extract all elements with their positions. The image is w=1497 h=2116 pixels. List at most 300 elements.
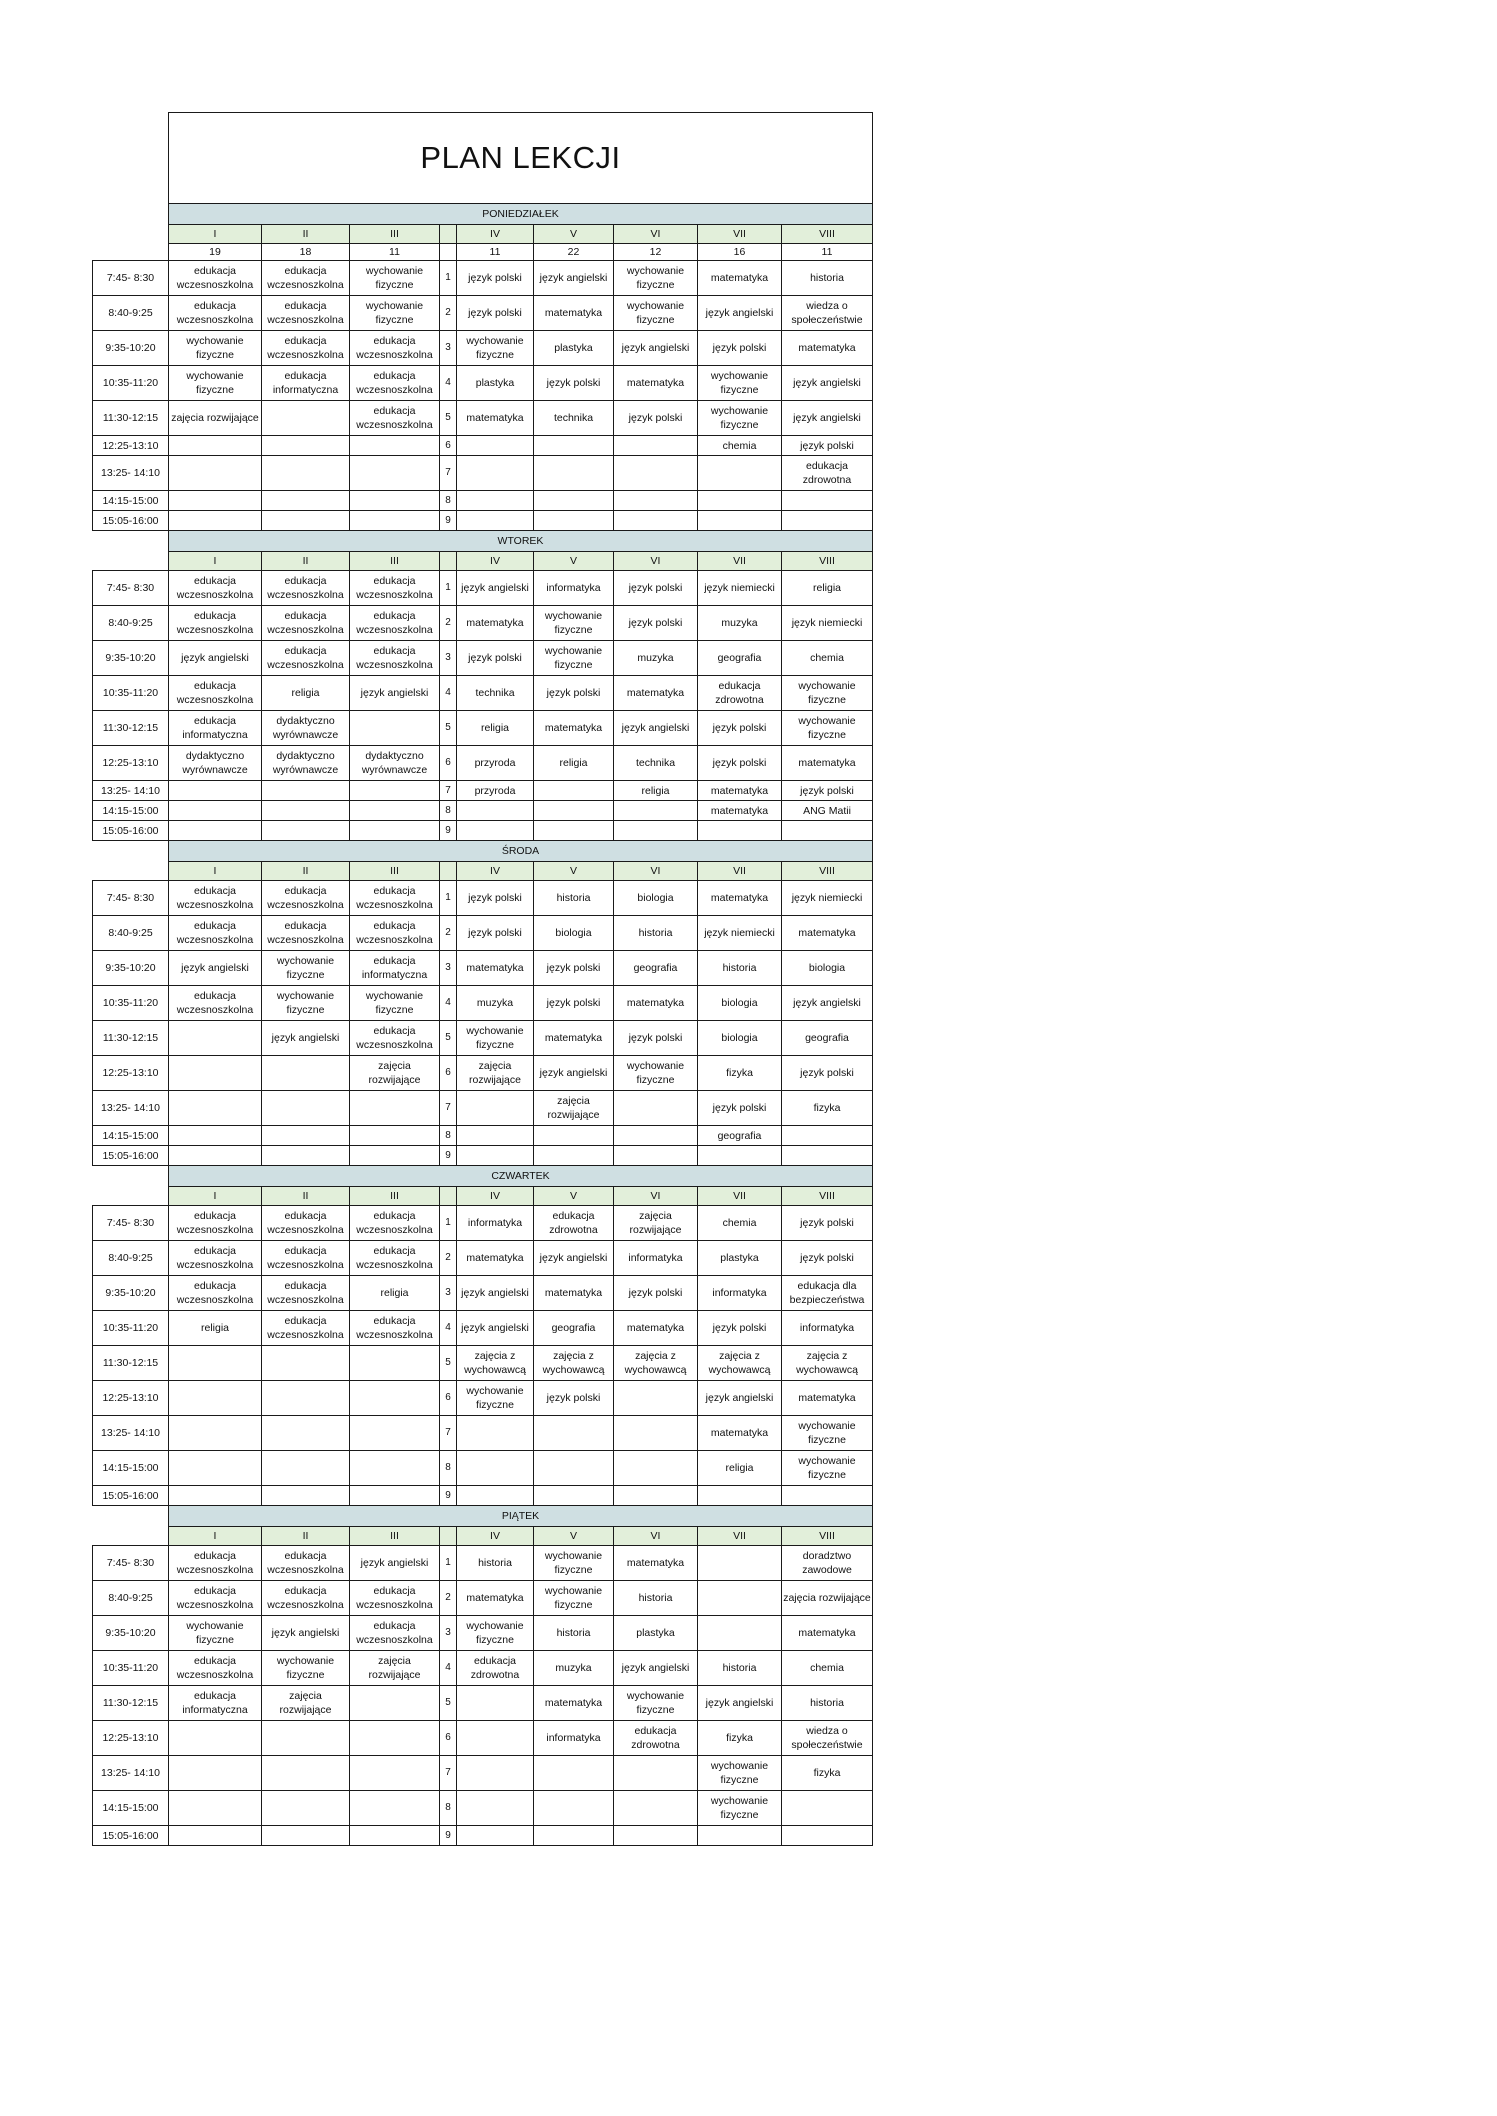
lesson-cell: [534, 1451, 614, 1486]
lesson-cell: [698, 1546, 782, 1581]
lesson-cell: edukacja wczesnoszkolna: [262, 1546, 350, 1581]
lesson-cell: matematyka: [457, 401, 534, 436]
lesson-row: [93, 1616, 873, 1651]
lesson-cell: edukacja wczesnoszkolna: [169, 1276, 262, 1311]
lesson-cell: [350, 1381, 440, 1416]
lesson-row: [93, 641, 873, 676]
lesson-number: 4: [440, 676, 457, 711]
lesson-cell: edukacja wczesnoszkolna: [169, 606, 262, 641]
class-header: VII: [698, 1187, 782, 1206]
class-header: VI: [614, 1527, 698, 1546]
lesson-time: 8:40-9:25: [93, 1581, 169, 1616]
lesson-cell: [534, 1486, 614, 1506]
lesson-row: [93, 1241, 873, 1276]
lesson-cell: chemia: [698, 436, 782, 456]
lesson-cell: edukacja informatyczna: [350, 951, 440, 986]
lesson-cell: język angielski: [698, 1381, 782, 1416]
lesson-time: 9:35-10:20: [93, 331, 169, 366]
lesson-number: 7: [440, 1756, 457, 1791]
lesson-time: 11:30-12:15: [93, 1346, 169, 1381]
lesson-cell: język niemiecki: [782, 606, 873, 641]
lesson-cell: [534, 436, 614, 456]
student-count: 11: [782, 244, 873, 261]
lesson-cell: religia: [350, 1276, 440, 1311]
lesson-cell: [262, 401, 350, 436]
lesson-cell: geografia: [698, 641, 782, 676]
lesson-cell: [782, 1486, 873, 1506]
class-header: IV: [457, 1187, 534, 1206]
lesson-cell: [350, 511, 440, 531]
lesson-cell: [534, 801, 614, 821]
class-header: III: [350, 1187, 440, 1206]
lesson-cell: język polski: [698, 1091, 782, 1126]
lesson-number: 4: [440, 986, 457, 1021]
lesson-cell: [457, 1126, 534, 1146]
lesson-cell: technika: [614, 746, 698, 781]
lesson-cell: edukacja wczesnoszkolna: [169, 676, 262, 711]
lesson-cell: [169, 1416, 262, 1451]
lesson-cell: [534, 1826, 614, 1846]
lesson-cell: zajęcia z wychowawcą: [457, 1346, 534, 1381]
lesson-cell: język polski: [698, 711, 782, 746]
day-name: CZWARTEK: [169, 1166, 873, 1187]
lesson-cell: [698, 1486, 782, 1506]
class-header: IV: [457, 225, 534, 244]
lesson-cell: zajęcia rozwijające: [350, 1651, 440, 1686]
lesson-cell: matematyka: [457, 951, 534, 986]
lesson-cell: matematyka: [782, 746, 873, 781]
student-count: 11: [350, 244, 440, 261]
lesson-cell: dydaktyczno wyrównawcze: [262, 711, 350, 746]
lesson-time: 8:40-9:25: [93, 296, 169, 331]
lesson-cell: język polski: [534, 366, 614, 401]
lesson-cell: [262, 1791, 350, 1826]
lesson-cell: [169, 1826, 262, 1846]
lesson-cell: matematyka: [534, 1276, 614, 1311]
class-header-row: [93, 1527, 873, 1546]
lesson-cell: język angielski: [350, 676, 440, 711]
lesson-cell: [169, 511, 262, 531]
lesson-cell: geografia: [782, 1021, 873, 1056]
lesson-cell: [457, 511, 534, 531]
class-header: I: [169, 1527, 262, 1546]
lesson-cell: przyroda: [457, 781, 534, 801]
lesson-cell: wychowanie fizyczne: [698, 1791, 782, 1826]
lesson-time: 10:35-11:20: [93, 1311, 169, 1346]
lesson-cell: historia: [534, 881, 614, 916]
class-header-row: [93, 225, 873, 244]
lesson-cell: [457, 821, 534, 841]
lesson-number: 6: [440, 746, 457, 781]
lesson-cell: edukacja wczesnoszkolna: [350, 1581, 440, 1616]
lesson-time: 15:05-16:00: [93, 1146, 169, 1166]
lesson-number: 2: [440, 606, 457, 641]
lesson-cell: [614, 821, 698, 841]
lesson-cell: zajęcia z wychowawcą: [698, 1346, 782, 1381]
lesson-cell: religia: [457, 711, 534, 746]
lesson-cell: technika: [457, 676, 534, 711]
class-header-num-col: [440, 552, 457, 571]
lesson-cell: [350, 1346, 440, 1381]
lesson-row: [93, 1651, 873, 1686]
lesson-cell: wychowanie fizyczne: [262, 986, 350, 1021]
lesson-cell: edukacja wczesnoszkolna: [169, 1651, 262, 1686]
lesson-cell: [350, 781, 440, 801]
lesson-number: 1: [440, 1546, 457, 1581]
lesson-cell: język angielski: [169, 641, 262, 676]
lesson-cell: język polski: [782, 436, 873, 456]
lesson-number: 2: [440, 296, 457, 331]
lesson-cell: fizyka: [782, 1091, 873, 1126]
lesson-cell: język polski: [534, 1381, 614, 1416]
lesson-cell: [262, 511, 350, 531]
class-header: I: [169, 862, 262, 881]
class-header: V: [534, 1527, 614, 1546]
day-header-row: [93, 204, 873, 225]
lesson-cell: biologia: [614, 881, 698, 916]
lesson-cell: matematyka: [457, 606, 534, 641]
lesson-cell: [262, 801, 350, 821]
class-header-row: [93, 1187, 873, 1206]
page-title: PLAN LEKCJI: [169, 113, 873, 204]
class-header-spacer: [93, 225, 169, 244]
lesson-cell: muzyka: [457, 986, 534, 1021]
lesson-cell: edukacja wczesnoszkolna: [350, 1616, 440, 1651]
lesson-cell: edukacja wczesnoszkolna: [350, 1241, 440, 1276]
lesson-cell: [782, 1146, 873, 1166]
lesson-number: 7: [440, 456, 457, 491]
lesson-cell: [350, 1721, 440, 1756]
lesson-cell: [457, 1146, 534, 1166]
lesson-cell: język niemiecki: [698, 916, 782, 951]
class-header: I: [169, 225, 262, 244]
lesson-cell: [534, 1146, 614, 1166]
class-header: IV: [457, 552, 534, 571]
lesson-cell: dydaktyczno wyrównawcze: [262, 746, 350, 781]
class-header: VI: [614, 225, 698, 244]
lesson-cell: [169, 821, 262, 841]
day-header-spacer: [93, 531, 169, 552]
lesson-cell: wychowanie fizyczne: [457, 1381, 534, 1416]
lesson-cell: [534, 1791, 614, 1826]
lesson-cell: edukacja wczesnoszkolna: [262, 571, 350, 606]
lesson-cell: [262, 1416, 350, 1451]
lesson-row: [93, 801, 873, 821]
lesson-cell: matematyka: [698, 781, 782, 801]
lesson-cell: [457, 491, 534, 511]
lesson-row: [93, 951, 873, 986]
lesson-time: 7:45- 8:30: [93, 1206, 169, 1241]
lesson-cell: [169, 1146, 262, 1166]
lesson-cell: [262, 1486, 350, 1506]
lesson-cell: zajęcia rozwijające: [614, 1206, 698, 1241]
lesson-cell: [169, 1381, 262, 1416]
lesson-cell: edukacja wczesnoszkolna: [350, 571, 440, 606]
lesson-cell: język polski: [534, 676, 614, 711]
timetable: [92, 112, 873, 1846]
lesson-cell: język angielski: [782, 366, 873, 401]
class-header: III: [350, 552, 440, 571]
class-header-spacer: [93, 1527, 169, 1546]
lesson-cell: wychowanie fizyczne: [534, 1581, 614, 1616]
lesson-cell: wychowanie fizyczne: [534, 1546, 614, 1581]
lesson-row: [93, 1311, 873, 1346]
lesson-cell: [534, 456, 614, 491]
class-header: I: [169, 1187, 262, 1206]
lesson-time: 8:40-9:25: [93, 916, 169, 951]
lesson-cell: [350, 1091, 440, 1126]
lesson-cell: język polski: [782, 1056, 873, 1091]
lesson-cell: język angielski: [457, 1311, 534, 1346]
lesson-cell: [350, 1486, 440, 1506]
lesson-cell: zajęcia z wychowawcą: [782, 1346, 873, 1381]
lesson-cell: biologia: [698, 986, 782, 1021]
lesson-row: [93, 1791, 873, 1826]
lesson-cell: [614, 436, 698, 456]
lesson-cell: edukacja wczesnoszkolna: [350, 331, 440, 366]
lesson-time: 12:25-13:10: [93, 1381, 169, 1416]
lesson-cell: ANG Matii: [782, 801, 873, 821]
lesson-cell: matematyka: [534, 711, 614, 746]
lesson-cell: [457, 1686, 534, 1721]
lesson-cell: matematyka: [534, 1686, 614, 1721]
lesson-cell: zajęcia rozwijające: [534, 1091, 614, 1126]
lesson-number: 6: [440, 1721, 457, 1756]
lesson-cell: [614, 511, 698, 531]
lesson-cell: język polski: [698, 746, 782, 781]
lesson-cell: fizyka: [698, 1056, 782, 1091]
lesson-cell: [614, 1826, 698, 1846]
lesson-cell: [698, 1581, 782, 1616]
lesson-row: [93, 1826, 873, 1846]
lesson-cell: język angielski: [614, 1651, 698, 1686]
lesson-number: 9: [440, 1486, 457, 1506]
lesson-row: [93, 331, 873, 366]
lesson-cell: język angielski: [698, 296, 782, 331]
lesson-cell: język angielski: [534, 261, 614, 296]
lesson-number: 9: [440, 511, 457, 531]
lesson-cell: edukacja wczesnoszkolna: [262, 606, 350, 641]
lesson-number: 1: [440, 881, 457, 916]
class-header: VIII: [782, 552, 873, 571]
day-name: ŚRODA: [169, 841, 873, 862]
lesson-time: 15:05-16:00: [93, 821, 169, 841]
title-spacer: [93, 113, 169, 204]
lesson-cell: [262, 1146, 350, 1166]
lesson-row: [93, 746, 873, 781]
lesson-cell: [262, 1091, 350, 1126]
class-header-spacer: [93, 552, 169, 571]
lesson-number: 7: [440, 1091, 457, 1126]
lesson-cell: wychowanie fizyczne: [457, 331, 534, 366]
lesson-number: 6: [440, 1381, 457, 1416]
lesson-cell: [169, 1721, 262, 1756]
lesson-cell: [262, 1346, 350, 1381]
lesson-cell: religia: [262, 676, 350, 711]
lesson-cell: [169, 1451, 262, 1486]
class-header: IV: [457, 1527, 534, 1546]
lesson-cell: [350, 1791, 440, 1826]
lesson-cell: wychowanie fizyczne: [614, 1686, 698, 1721]
lesson-cell: matematyka: [782, 331, 873, 366]
class-header: II: [262, 1527, 350, 1546]
lesson-cell: [350, 1416, 440, 1451]
lesson-cell: historia: [698, 1651, 782, 1686]
lesson-cell: edukacja wczesnoszkolna: [169, 1206, 262, 1241]
class-header: VIII: [782, 862, 873, 881]
class-header-row: [93, 862, 873, 881]
class-header: VII: [698, 225, 782, 244]
lesson-cell: matematyka: [534, 296, 614, 331]
lesson-cell: [169, 801, 262, 821]
lesson-cell: muzyka: [698, 606, 782, 641]
lesson-cell: edukacja wczesnoszkolna: [169, 1241, 262, 1276]
lesson-cell: [457, 456, 534, 491]
lesson-cell: edukacja wczesnoszkolna: [350, 1021, 440, 1056]
lesson-cell: edukacja wczesnoszkolna: [262, 296, 350, 331]
lesson-cell: język angielski: [614, 331, 698, 366]
lesson-cell: edukacja wczesnoszkolna: [169, 916, 262, 951]
lesson-number: 1: [440, 1206, 457, 1241]
lesson-cell: wychowanie fizyczne: [350, 261, 440, 296]
lesson-cell: edukacja zdrowotna: [614, 1721, 698, 1756]
lesson-cell: historia: [698, 951, 782, 986]
lesson-time: 13:25- 14:10: [93, 1416, 169, 1451]
lesson-cell: wychowanie fizyczne: [782, 711, 873, 746]
lesson-time: 11:30-12:15: [93, 1686, 169, 1721]
lesson-number: 5: [440, 711, 457, 746]
class-header: I: [169, 552, 262, 571]
lesson-cell: matematyka: [614, 676, 698, 711]
lesson-cell: historia: [614, 1581, 698, 1616]
lesson-cell: język polski: [457, 916, 534, 951]
lesson-cell: wychowanie fizyczne: [457, 1021, 534, 1056]
lesson-cell: matematyka: [614, 366, 698, 401]
lesson-cell: edukacja zdrowotna: [457, 1651, 534, 1686]
lesson-cell: język polski: [534, 951, 614, 986]
lesson-cell: [698, 456, 782, 491]
lesson-row: [93, 676, 873, 711]
lesson-cell: język angielski: [534, 1241, 614, 1276]
lesson-cell: język niemiecki: [698, 571, 782, 606]
lesson-cell: [262, 491, 350, 511]
lesson-cell: doradztwo zawodowe: [782, 1546, 873, 1581]
lesson-cell: [457, 1091, 534, 1126]
lesson-cell: język polski: [698, 331, 782, 366]
lesson-cell: edukacja wczesnoszkolna: [169, 571, 262, 606]
lesson-row: [93, 1146, 873, 1166]
lesson-row: [93, 1416, 873, 1451]
lesson-cell: zajęcia rozwijające: [262, 1686, 350, 1721]
lesson-cell: język angielski: [457, 1276, 534, 1311]
lesson-cell: edukacja wczesnoszkolna: [350, 1206, 440, 1241]
lesson-row: [93, 511, 873, 531]
lesson-cell: matematyka: [614, 986, 698, 1021]
lesson-cell: edukacja wczesnoszkolna: [262, 1241, 350, 1276]
class-header: III: [350, 862, 440, 881]
lesson-cell: edukacja wczesnoszkolna: [262, 916, 350, 951]
class-header: VIII: [782, 1527, 873, 1546]
lesson-cell: wychowanie fizyczne: [614, 296, 698, 331]
lesson-cell: język polski: [457, 296, 534, 331]
lesson-cell: fizyka: [698, 1721, 782, 1756]
lesson-cell: [169, 1126, 262, 1146]
class-header-spacer: [93, 1187, 169, 1206]
lesson-row: [93, 821, 873, 841]
lesson-cell: [350, 711, 440, 746]
lesson-cell: matematyka: [782, 1381, 873, 1416]
class-header: II: [262, 225, 350, 244]
class-header-num-col: [440, 1187, 457, 1206]
lesson-cell: informatyka: [534, 1721, 614, 1756]
lesson-cell: [534, 1416, 614, 1451]
lesson-number: 3: [440, 951, 457, 986]
lesson-cell: edukacja wczesnoszkolna: [262, 261, 350, 296]
lesson-cell: [614, 1126, 698, 1146]
lesson-cell: [262, 1721, 350, 1756]
lesson-time: 12:25-13:10: [93, 1056, 169, 1091]
lesson-cell: muzyka: [614, 641, 698, 676]
lesson-time: 10:35-11:20: [93, 986, 169, 1021]
class-header-num-col: [440, 225, 457, 244]
lesson-cell: religia: [782, 571, 873, 606]
lesson-cell: [534, 781, 614, 801]
day-header-row: [93, 1166, 873, 1187]
lesson-time: 14:15-15:00: [93, 801, 169, 821]
lesson-row: [93, 1126, 873, 1146]
lesson-cell: [782, 511, 873, 531]
lesson-cell: [457, 436, 534, 456]
lesson-cell: wychowanie fizyczne: [614, 1056, 698, 1091]
lesson-row: [93, 436, 873, 456]
class-header: VIII: [782, 1187, 873, 1206]
lesson-number: 2: [440, 1581, 457, 1616]
lesson-number: 6: [440, 436, 457, 456]
lesson-number: 7: [440, 781, 457, 801]
lesson-cell: [169, 1756, 262, 1791]
class-header-spacer: [93, 862, 169, 881]
class-header: III: [350, 1527, 440, 1546]
lesson-time: 13:25- 14:10: [93, 1091, 169, 1126]
lesson-time: 15:05-16:00: [93, 1486, 169, 1506]
lesson-number: 9: [440, 1826, 457, 1846]
lesson-cell: język polski: [614, 571, 698, 606]
lesson-cell: edukacja wczesnoszkolna: [350, 916, 440, 951]
lesson-cell: edukacja wczesnoszkolna: [169, 1581, 262, 1616]
lesson-row: [93, 881, 873, 916]
lesson-cell: [782, 1826, 873, 1846]
lesson-time: 12:25-13:10: [93, 1721, 169, 1756]
lesson-time: 14:15-15:00: [93, 1126, 169, 1146]
lesson-time: 12:25-13:10: [93, 746, 169, 781]
day-name: PONIEDZIAŁEK: [169, 204, 873, 225]
student-count: 12: [614, 244, 698, 261]
lesson-time: 13:25- 14:10: [93, 1756, 169, 1791]
class-header: V: [534, 862, 614, 881]
lesson-cell: edukacja wczesnoszkolna: [169, 296, 262, 331]
lesson-cell: [169, 456, 262, 491]
lesson-cell: historia: [534, 1616, 614, 1651]
timetable-sheet: [92, 112, 872, 1846]
lesson-row: [93, 1021, 873, 1056]
lesson-time: 7:45- 8:30: [93, 1546, 169, 1581]
lesson-cell: informatyka: [614, 1241, 698, 1276]
lesson-cell: edukacja wczesnoszkolna: [169, 986, 262, 1021]
lesson-cell: matematyka: [457, 1581, 534, 1616]
lesson-cell: edukacja wczesnoszkolna: [262, 881, 350, 916]
lesson-number: 9: [440, 1146, 457, 1166]
lesson-cell: wychowanie fizyczne: [782, 1416, 873, 1451]
